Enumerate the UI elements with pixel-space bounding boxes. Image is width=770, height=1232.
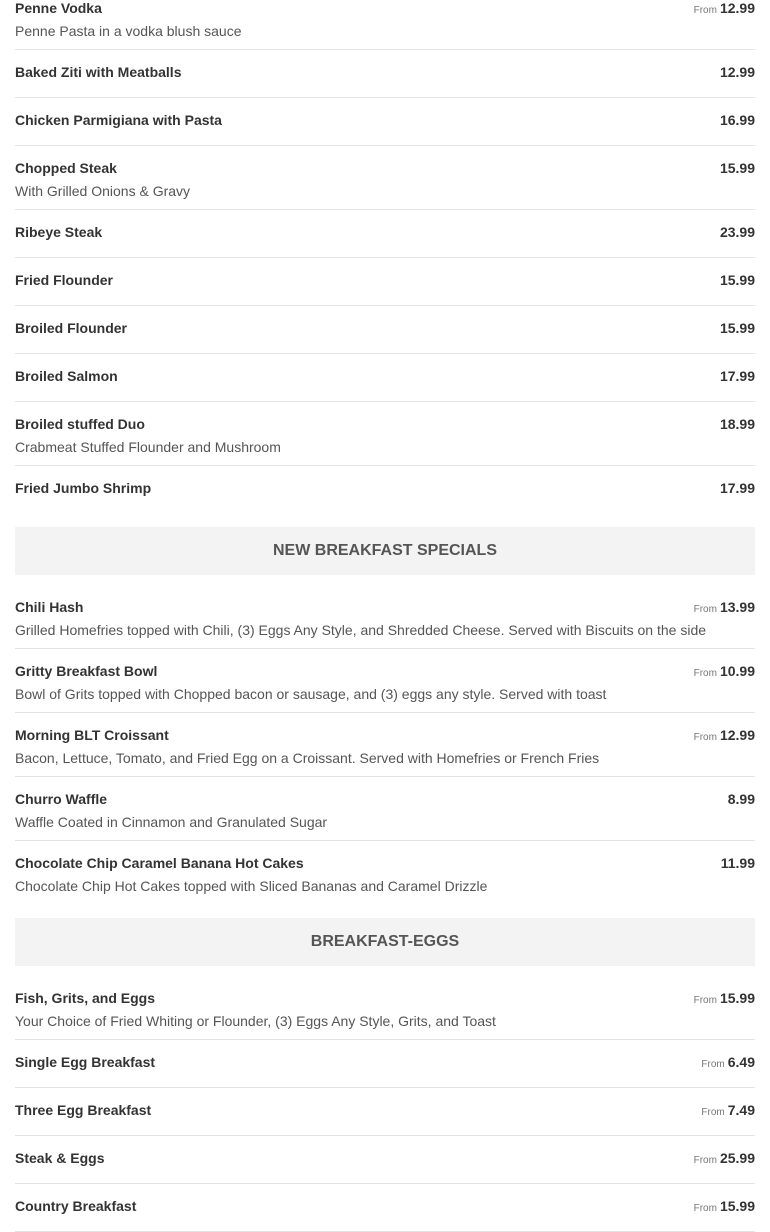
price-block (694, 1150, 755, 1169)
menu-item[interactable] (15, 585, 755, 649)
item-description: With Grilled Onions & Gravy (15, 183, 191, 199)
item-price: 18.99 (719, 416, 755, 432)
item-description: Bacon, Lettuce, Tomato, and Fried Egg on a Croissant. Served with Homefries or French Fries (15, 750, 600, 766)
price-block (720, 480, 755, 497)
item-description: Penne Pasta in a vodka blush sauce (15, 23, 242, 39)
item-name: Single Egg Breakfast (15, 1054, 156, 1070)
item-name: Ribeye Steak (15, 224, 103, 240)
item-name: Country Breakfast (15, 1198, 137, 1214)
price-block (720, 320, 755, 337)
price-from-label: From (693, 604, 717, 615)
price-block (694, 1198, 755, 1217)
menu-item[interactable] (15, 306, 755, 354)
item-name: Three Egg Breakfast (15, 1102, 152, 1118)
menu-item[interactable] (15, 976, 755, 1040)
menu-item[interactable] (15, 146, 755, 210)
menu-item[interactable] (15, 0, 755, 50)
section-header: NEW BREAKFAST SPECIALS (15, 527, 755, 575)
menu-item[interactable] (15, 50, 755, 98)
item-price: 12.99 (719, 0, 755, 16)
item-description: Waffle Coated in Cinnamon and Granulated Sugar (15, 814, 328, 830)
price-block (721, 855, 755, 872)
price-block (720, 64, 755, 81)
menu-item[interactable] (15, 1136, 755, 1184)
item-description: Chocolate Chip Hot Cakes topped with Sliced Bananas and Caramel Drizzle (15, 878, 488, 894)
item-price: 15.99 (719, 160, 755, 176)
menu-item[interactable] (15, 98, 755, 146)
menu-item[interactable] (15, 1184, 755, 1232)
item-price: 17.99 (719, 480, 755, 496)
item-description: Your Choice of Fried Whiting or Flounder, (3) Eggs Any Style, Grits, and Toast (15, 1013, 496, 1029)
price-from-label: From (701, 1107, 725, 1118)
price-from-label: From (693, 668, 717, 679)
item-name: Gritty Breakfast Bowl (15, 663, 158, 679)
menu-item[interactable] (15, 402, 755, 466)
item-description: Bowl of Grits topped with Chopped bacon or sausage, and (3) eggs any style. Served with toast (15, 686, 607, 702)
item-price: 6.49 (727, 1054, 755, 1070)
price-block (720, 272, 755, 289)
price-block (694, 727, 755, 746)
item-price: 11.99 (720, 855, 755, 871)
menu-item[interactable] (15, 1088, 755, 1136)
item-name: Chocolate Chip Caramel Banana Hot Cakes (15, 855, 304, 871)
price-block (720, 112, 755, 129)
menu-item[interactable] (15, 210, 755, 258)
price-block (701, 1054, 755, 1073)
item-price: 15.99 (719, 320, 755, 336)
item-price: 12.99 (719, 64, 755, 80)
menu-list (15, 0, 755, 1232)
item-name: Chicken Parmigiana with Pasta (15, 112, 222, 128)
item-price: 13.99 (719, 599, 755, 615)
item-name: Fried Flounder (15, 272, 113, 288)
item-name: Broiled stuffed Duo (15, 416, 145, 432)
price-from-label: From (693, 5, 717, 16)
item-name: Penne Vodka (15, 0, 102, 16)
menu-item[interactable] (15, 777, 755, 841)
menu-item[interactable] (15, 1040, 755, 1088)
menu-item[interactable] (15, 841, 755, 904)
item-name: Steak & Eggs (15, 1150, 105, 1166)
price-block (701, 1102, 755, 1121)
price-from-label: From (693, 732, 717, 743)
price-from-label: From (693, 995, 717, 1006)
price-block (720, 224, 755, 241)
section-header: BREAKFAST-EGGS (15, 918, 755, 966)
item-price: 23.99 (719, 224, 755, 240)
item-name: Baked Ziti with Meatballs (15, 64, 182, 80)
price-from-label: From (693, 1155, 717, 1166)
price-block (720, 368, 755, 385)
item-name: Chili Hash (15, 599, 84, 615)
item-price: 16.99 (719, 112, 755, 128)
item-price: 8.99 (727, 791, 755, 807)
price-from-label: From (693, 1203, 717, 1214)
item-price: 10.99 (719, 663, 755, 679)
item-price: 7.49 (727, 1102, 755, 1118)
item-description: Crabmeat Stuffed Flounder and Mushroom (15, 439, 281, 455)
price-block (694, 990, 755, 1009)
price-block (720, 160, 755, 177)
item-price: 17.99 (719, 368, 755, 384)
item-name: Morning BLT Croissant (15, 727, 169, 743)
price-block (720, 416, 755, 433)
menu-item[interactable] (15, 649, 755, 713)
item-name: Chopped Steak (15, 160, 117, 176)
item-price: 15.99 (719, 272, 755, 288)
price-block (694, 599, 755, 618)
item-name: Broiled Flounder (15, 320, 127, 336)
price-block (728, 791, 755, 808)
item-price: 12.99 (719, 727, 755, 743)
menu-item[interactable] (15, 354, 755, 402)
menu-item[interactable] (15, 713, 755, 777)
item-price: 15.99 (719, 990, 755, 1006)
price-block (694, 0, 755, 19)
price-from-label: From (701, 1059, 725, 1070)
item-name: Fish, Grits, and Eggs (15, 990, 156, 1006)
item-name: Broiled Salmon (15, 368, 118, 384)
menu-item[interactable] (15, 466, 755, 513)
item-name: Fried Jumbo Shrimp (15, 480, 152, 496)
item-description: Grilled Homefries topped with Chili, (3) Eggs Any Style, and Shredded Cheese. Served with Biscuits on the side (15, 622, 707, 638)
item-price: 15.99 (719, 1198, 755, 1214)
item-price: 25.99 (719, 1150, 755, 1166)
menu-item[interactable] (15, 258, 755, 306)
item-name: Churro Waffle (15, 791, 108, 807)
price-block (694, 663, 755, 682)
